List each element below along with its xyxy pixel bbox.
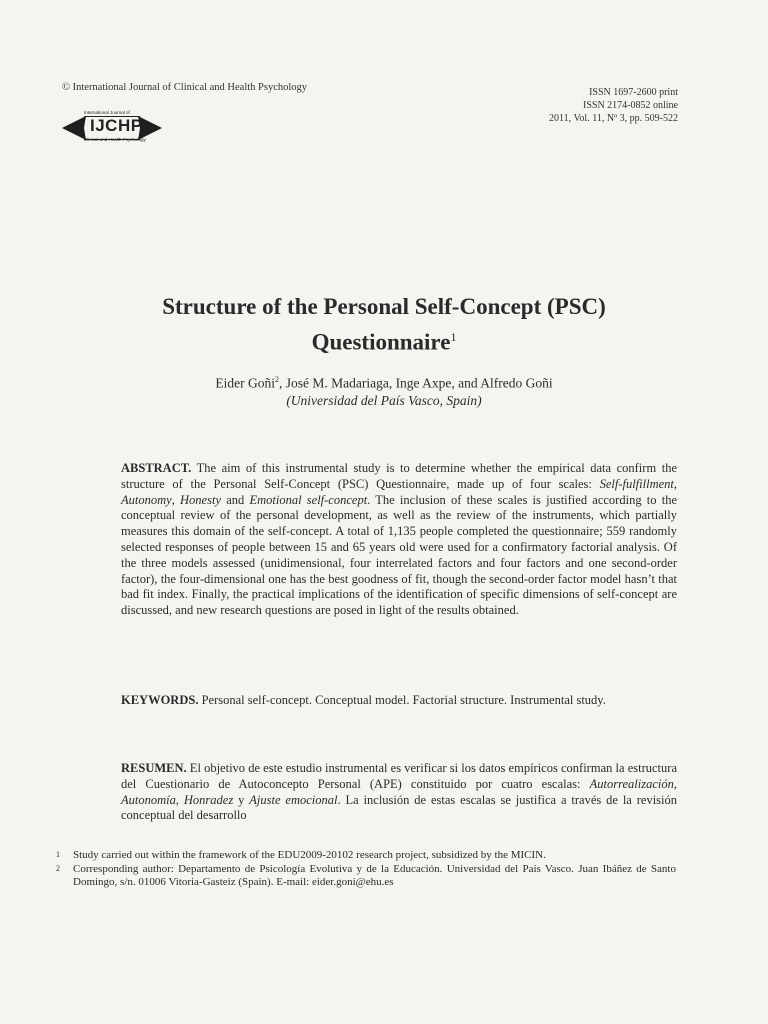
- footnotes: [56, 849, 676, 890]
- footnote: [56, 863, 676, 890]
- paper-title: [0, 292, 768, 358]
- footnote-number: 1: [56, 850, 60, 859]
- affiliation: (Universidad del País Vasco, Spain): [286, 392, 482, 408]
- scale-name: Autonomy: [121, 492, 172, 507]
- separator: ,: [673, 476, 677, 491]
- other-authors: , José M. Madariaga, Inge Axpe, and Alfredo Goñi: [278, 375, 553, 391]
- scale-name: Self-fulfillment: [599, 476, 674, 491]
- separator: y: [233, 792, 250, 807]
- scale-name: Emotional self-concept: [249, 492, 368, 507]
- abstract-label: ABSTRACT.: [121, 461, 192, 475]
- resumen-label: RESUMEN.: [121, 761, 187, 775]
- author-footnote-mark: 2: [274, 375, 279, 384]
- title-line-1: Structure of the Personal Self-Concept (PSC): [162, 294, 606, 319]
- keywords-paragraph: [121, 693, 677, 709]
- separator: and: [221, 492, 250, 507]
- scale-name: Honesty: [180, 492, 221, 507]
- scale-name: Honradez: [183, 792, 234, 807]
- issn-block: [549, 86, 678, 125]
- author-list: [0, 371, 768, 392]
- issn-online: ISSN 2174-0852 online: [583, 100, 678, 111]
- resumen-text-2: . La inclusión de estas escalas se justifica a través de la revisión conceptual del desarrollo: [121, 792, 678, 823]
- footnote-text: Corresponding author: Departamento de Psicología Evolutiva y de la Educación. Universidad del País Vasco. Juan Ibáñez de Santo Domingo, s/n. 01006 Vitoria-Gasteiz (Spain). E-mail: eider.goni@ehu.es: [73, 862, 676, 888]
- title-line-2: [0, 322, 768, 358]
- journal-logo: [62, 108, 162, 148]
- title-line-2-text: Questionnaire: [311, 329, 451, 355]
- resumen-paragraph: [121, 761, 677, 824]
- abstract-text-2: . The inclusion of these scales is justified according to the conceptual review of the personal development, as well as the review of the instruments, which partially measures this domain of the self-concept. A total of 1,135 people completed the questionnaire; 559 randomly selected responses of people between 15 and 65 years old were used for a confirmatory factorial analysis. Of the three models assessed (unidimensional, four interrelated factors and four factors and one second-order factor), the four-dimensional one has the best goodness of fit, though the second-order factor model hasn’t that bad fit index. Finally, the practical implications of the identification of specific dimensions of self-concept are discussed, and new research questions are posed in light of the results obtained.: [121, 492, 677, 618]
- keywords-label: KEYWORDS.: [121, 693, 199, 707]
- separator: ,: [673, 776, 677, 791]
- scale-name: Autonomía: [121, 792, 176, 807]
- citation-info: 2011, Vol. 11, Nº 3, pp. 509-522: [549, 113, 678, 124]
- issn-print: ISSN 1697-2600 print: [589, 87, 678, 98]
- abstract-text-1: The aim of this instrumental study is to determine whether the empirical data confirm the structure of the Personal Self-Concept (PSC) Questionnaire, made up of four scales:: [121, 461, 677, 491]
- scale-name: Autorrealización: [589, 776, 674, 791]
- footnote-number: 2: [56, 863, 60, 873]
- logo-bottom-text: Clinical and Health Psychology: [84, 137, 146, 142]
- title-footnote-mark: 1: [450, 330, 457, 344]
- journal-copyright: © International Journal of Clinical and Health Psychology: [62, 82, 308, 93]
- keywords-text: Personal self-concept. Conceptual model. Factorial structure. Instrumental study.: [198, 693, 606, 707]
- scale-name: Ajuste emocional: [249, 792, 338, 807]
- separator: ,: [175, 792, 184, 807]
- abstract-paragraph: [121, 461, 677, 619]
- logo-top-text: International Journal of: [84, 110, 130, 115]
- footnote: [56, 849, 676, 863]
- first-author: Eider Goñi: [215, 375, 275, 391]
- author-block: [0, 371, 768, 409]
- logo-mark: IJCHP: [90, 116, 143, 135]
- separator: ,: [171, 492, 181, 507]
- resumen-text-1: El objetivo de este estudio instrumental es verificar si los datos empíricos confirman la estructura del Cuestionario de Autoconcepto Personal (APE) constituido por cuatro escalas:: [121, 761, 677, 791]
- footnote-text: Study carried out within the framework of the EDU2009-20102 research project, subsidized by the MICIN.: [73, 849, 546, 861]
